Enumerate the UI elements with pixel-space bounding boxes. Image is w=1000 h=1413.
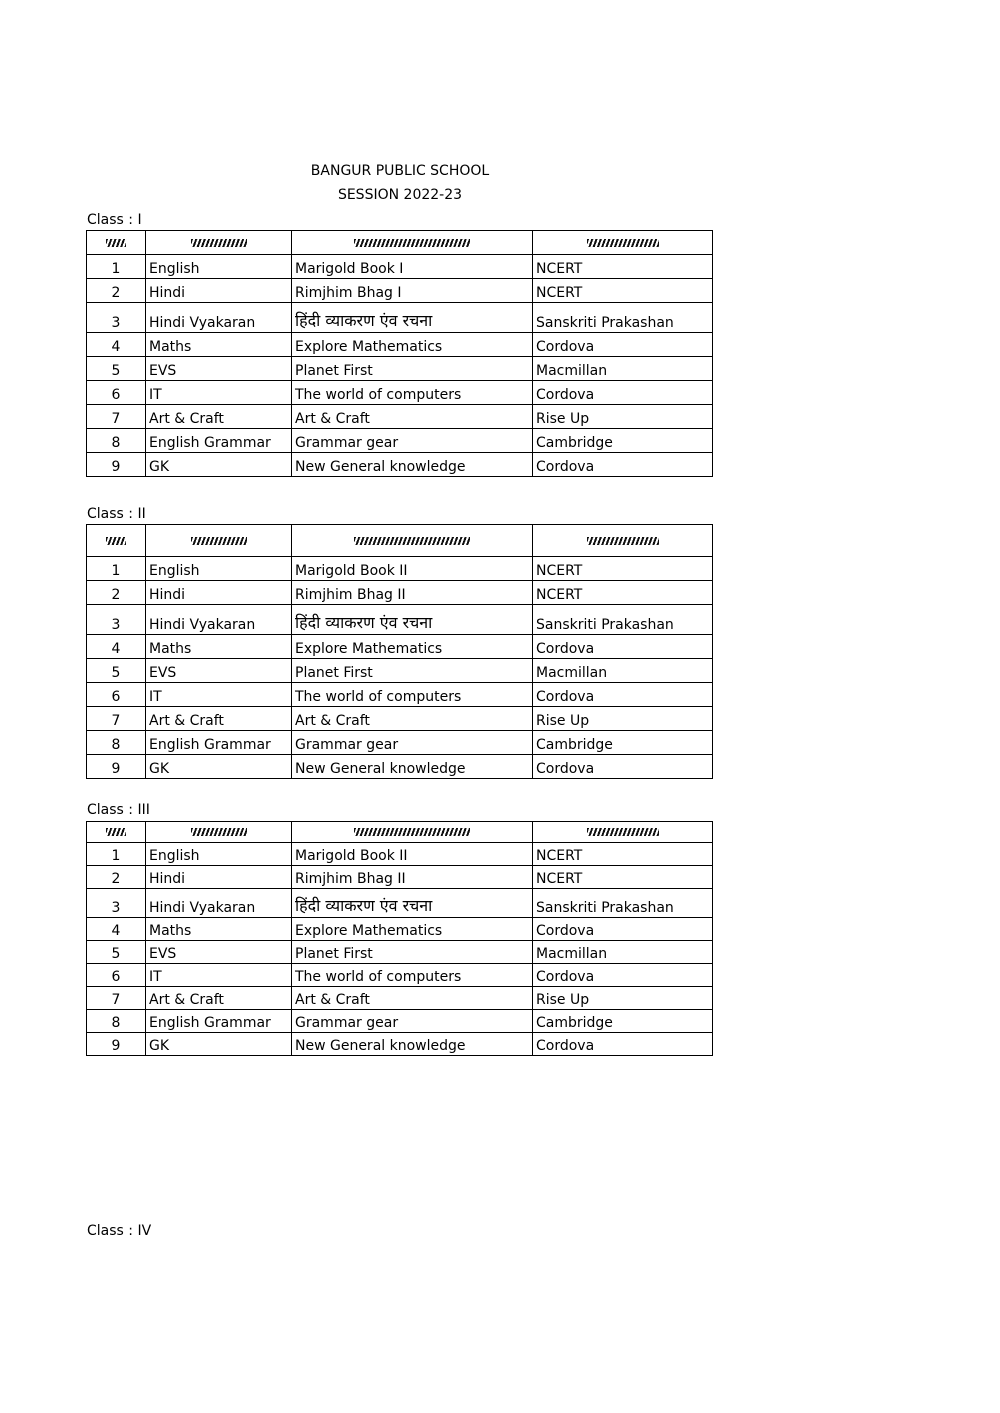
serial-number-cell: 1 <box>87 255 146 279</box>
serial-number-cell: 5 <box>87 941 146 964</box>
garbled-header-text <box>587 239 659 247</box>
garbled-header-text <box>354 828 470 836</box>
garbled-header-text <box>191 537 247 545</box>
publisher-cell: Cambridge <box>533 429 713 453</box>
subject-cell: EVS <box>146 659 292 683</box>
serial-number-cell: 9 <box>87 453 146 477</box>
publisher-cell: Rise Up <box>533 707 713 731</box>
class-3-book-table <box>86 821 713 1056</box>
publisher-cell: Sanskriti Prakashan <box>533 605 713 635</box>
subject-cell: Hindi <box>146 866 292 889</box>
table-row <box>87 357 713 381</box>
class-2-book-table <box>86 524 713 779</box>
serial-number-cell: 9 <box>87 1033 146 1056</box>
publisher-cell: Rise Up <box>533 987 713 1010</box>
subject-cell: English <box>146 843 292 866</box>
serial-number-cell: 5 <box>87 357 146 381</box>
header-cell <box>87 525 146 557</box>
serial-number-cell: 9 <box>87 755 146 779</box>
class-4-label: Class : IV <box>87 1223 152 1239</box>
book-name-cell: New General knowledge <box>292 1033 533 1056</box>
serial-number-cell: 3 <box>87 889 146 918</box>
garbled-header-text <box>106 537 126 545</box>
table-row <box>87 683 713 707</box>
serial-number-cell: 6 <box>87 683 146 707</box>
publisher-cell: NCERT <box>533 557 713 581</box>
book-name-cell: Planet First <box>292 941 533 964</box>
table-row <box>87 453 713 477</box>
class-2-label: Class : II <box>87 506 146 522</box>
table-row <box>87 605 713 635</box>
header-cell <box>533 822 713 843</box>
serial-number-cell: 4 <box>87 918 146 941</box>
publisher-cell: Cordova <box>533 964 713 987</box>
table-row <box>87 866 713 889</box>
book-name-cell: New General knowledge <box>292 755 533 779</box>
serial-number-cell: 3 <box>87 605 146 635</box>
book-name-cell: Marigold Book II <box>292 557 533 581</box>
table-row <box>87 755 713 779</box>
book-name-cell: Explore Mathematics <box>292 635 533 659</box>
serial-number-cell: 4 <box>87 333 146 357</box>
serial-number-cell: 7 <box>87 707 146 731</box>
table-header-row <box>87 822 713 843</box>
subject-cell: Hindi Vyakaran <box>146 889 292 918</box>
table-row <box>87 381 713 405</box>
publisher-cell: Macmillan <box>533 357 713 381</box>
serial-number-cell: 3 <box>87 303 146 333</box>
subject-cell: Hindi <box>146 581 292 605</box>
book-name-cell: New General knowledge <box>292 453 533 477</box>
book-name-cell: हिंदी व्याकरण एंव रचना <box>292 303 533 333</box>
publisher-cell: Rise Up <box>533 405 713 429</box>
book-name-cell: Art & Craft <box>292 987 533 1010</box>
header-cell <box>146 525 292 557</box>
subject-cell: Art & Craft <box>146 405 292 429</box>
serial-number-cell: 2 <box>87 581 146 605</box>
subject-cell: English Grammar <box>146 731 292 755</box>
subject-cell: GK <box>146 1033 292 1056</box>
table-row <box>87 731 713 755</box>
header-cell <box>533 525 713 557</box>
header-cell <box>533 231 713 255</box>
book-name-cell: Grammar gear <box>292 731 533 755</box>
garbled-header-text <box>354 537 470 545</box>
header-cell <box>87 231 146 255</box>
garbled-header-text <box>191 828 247 836</box>
garbled-header-text <box>191 239 247 247</box>
book-name-cell: Planet First <box>292 357 533 381</box>
serial-number-cell: 6 <box>87 381 146 405</box>
table-row <box>87 303 713 333</box>
publisher-cell: Cordova <box>533 333 713 357</box>
subject-cell: EVS <box>146 357 292 381</box>
book-name-cell: The world of computers <box>292 964 533 987</box>
serial-number-cell: 5 <box>87 659 146 683</box>
header-cell <box>146 822 292 843</box>
serial-number-cell: 8 <box>87 731 146 755</box>
serial-number-cell: 2 <box>87 866 146 889</box>
subject-cell: Maths <box>146 333 292 357</box>
book-name-cell: Grammar gear <box>292 429 533 453</box>
table-row <box>87 255 713 279</box>
table-row <box>87 941 713 964</box>
class-1-label: Class : I <box>87 212 142 228</box>
subject-cell: EVS <box>146 941 292 964</box>
book-name-cell: Art & Craft <box>292 405 533 429</box>
class-1-book-table <box>86 230 713 477</box>
serial-number-cell: 4 <box>87 635 146 659</box>
book-name-cell: Rimjhim Bhag II <box>292 581 533 605</box>
subject-cell: English <box>146 557 292 581</box>
serial-number-cell: 1 <box>87 557 146 581</box>
publisher-cell: Cordova <box>533 635 713 659</box>
serial-number-cell: 6 <box>87 964 146 987</box>
table-row <box>87 918 713 941</box>
session-title: SESSION 2022-23 <box>337 187 463 203</box>
publisher-cell: Sanskriti Prakashan <box>533 889 713 918</box>
book-name-cell: Explore Mathematics <box>292 918 533 941</box>
book-name-cell: Grammar gear <box>292 1010 533 1033</box>
subject-cell: Art & Craft <box>146 707 292 731</box>
table-header-row <box>87 231 713 255</box>
publisher-cell: Cordova <box>533 1033 713 1056</box>
table-row <box>87 429 713 453</box>
subject-cell: IT <box>146 683 292 707</box>
subject-cell: Maths <box>146 635 292 659</box>
garbled-header-text <box>106 239 126 247</box>
header-cell <box>87 822 146 843</box>
header-cell <box>292 822 533 843</box>
book-name-cell: Rimjhim Bhag II <box>292 866 533 889</box>
serial-number-cell: 7 <box>87 405 146 429</box>
header-cell <box>292 231 533 255</box>
table-header-row <box>87 525 713 557</box>
subject-cell: IT <box>146 381 292 405</box>
subject-cell: Maths <box>146 918 292 941</box>
serial-number-cell: 8 <box>87 429 146 453</box>
publisher-cell: Cambridge <box>533 731 713 755</box>
subject-cell: Hindi Vyakaran <box>146 605 292 635</box>
book-name-cell: Marigold Book II <box>292 843 533 866</box>
class-3-label: Class : III <box>87 802 150 818</box>
publisher-cell: Cordova <box>533 453 713 477</box>
garbled-header-text <box>354 239 470 247</box>
publisher-cell: Macmillan <box>533 941 713 964</box>
subject-cell: Art & Craft <box>146 987 292 1010</box>
table-row <box>87 279 713 303</box>
table-row <box>87 333 713 357</box>
subject-cell: GK <box>146 755 292 779</box>
publisher-cell: Cordova <box>533 381 713 405</box>
publisher-cell: Cordova <box>533 755 713 779</box>
subject-cell: English Grammar <box>146 429 292 453</box>
publisher-cell: NCERT <box>533 255 713 279</box>
publisher-cell: NCERT <box>533 843 713 866</box>
garbled-header-text <box>587 828 659 836</box>
header-cell <box>292 525 533 557</box>
subject-cell: IT <box>146 964 292 987</box>
publisher-cell: NCERT <box>533 581 713 605</box>
serial-number-cell: 2 <box>87 279 146 303</box>
book-name-cell: Rimjhim Bhag I <box>292 279 533 303</box>
garbled-header-text <box>106 828 126 836</box>
publisher-cell: Macmillan <box>533 659 713 683</box>
table-row <box>87 987 713 1010</box>
book-name-cell: Art & Craft <box>292 707 533 731</box>
subject-cell: English <box>146 255 292 279</box>
book-name-cell: The world of computers <box>292 683 533 707</box>
serial-number-cell: 7 <box>87 987 146 1010</box>
book-name-cell: Planet First <box>292 659 533 683</box>
subject-cell: English Grammar <box>146 1010 292 1033</box>
publisher-cell: Cambridge <box>533 1010 713 1033</box>
book-name-cell: हिंदी व्याकरण एंव रचना <box>292 889 533 918</box>
publisher-cell: NCERT <box>533 866 713 889</box>
subject-cell: Hindi Vyakaran <box>146 303 292 333</box>
book-name-cell: Explore Mathematics <box>292 333 533 357</box>
subject-cell: Hindi <box>146 279 292 303</box>
garbled-header-text <box>587 537 659 545</box>
table-row <box>87 557 713 581</box>
table-row <box>87 1010 713 1033</box>
subject-cell: GK <box>146 453 292 477</box>
table-row <box>87 889 713 918</box>
table-row <box>87 843 713 866</box>
book-name-cell: Marigold Book I <box>292 255 533 279</box>
table-row <box>87 964 713 987</box>
table-row <box>87 635 713 659</box>
book-name-cell: The world of computers <box>292 381 533 405</box>
publisher-cell: Cordova <box>533 918 713 941</box>
table-row <box>87 659 713 683</box>
school-name: BANGUR PUBLIC SCHOOL <box>310 163 490 179</box>
serial-number-cell: 8 <box>87 1010 146 1033</box>
publisher-cell: NCERT <box>533 279 713 303</box>
table-row <box>87 581 713 605</box>
book-name-cell: हिंदी व्याकरण एंव रचना <box>292 605 533 635</box>
table-row <box>87 1033 713 1056</box>
table-row <box>87 405 713 429</box>
serial-number-cell: 1 <box>87 843 146 866</box>
publisher-cell: Cordova <box>533 683 713 707</box>
header-cell <box>146 231 292 255</box>
table-row <box>87 707 713 731</box>
publisher-cell: Sanskriti Prakashan <box>533 303 713 333</box>
